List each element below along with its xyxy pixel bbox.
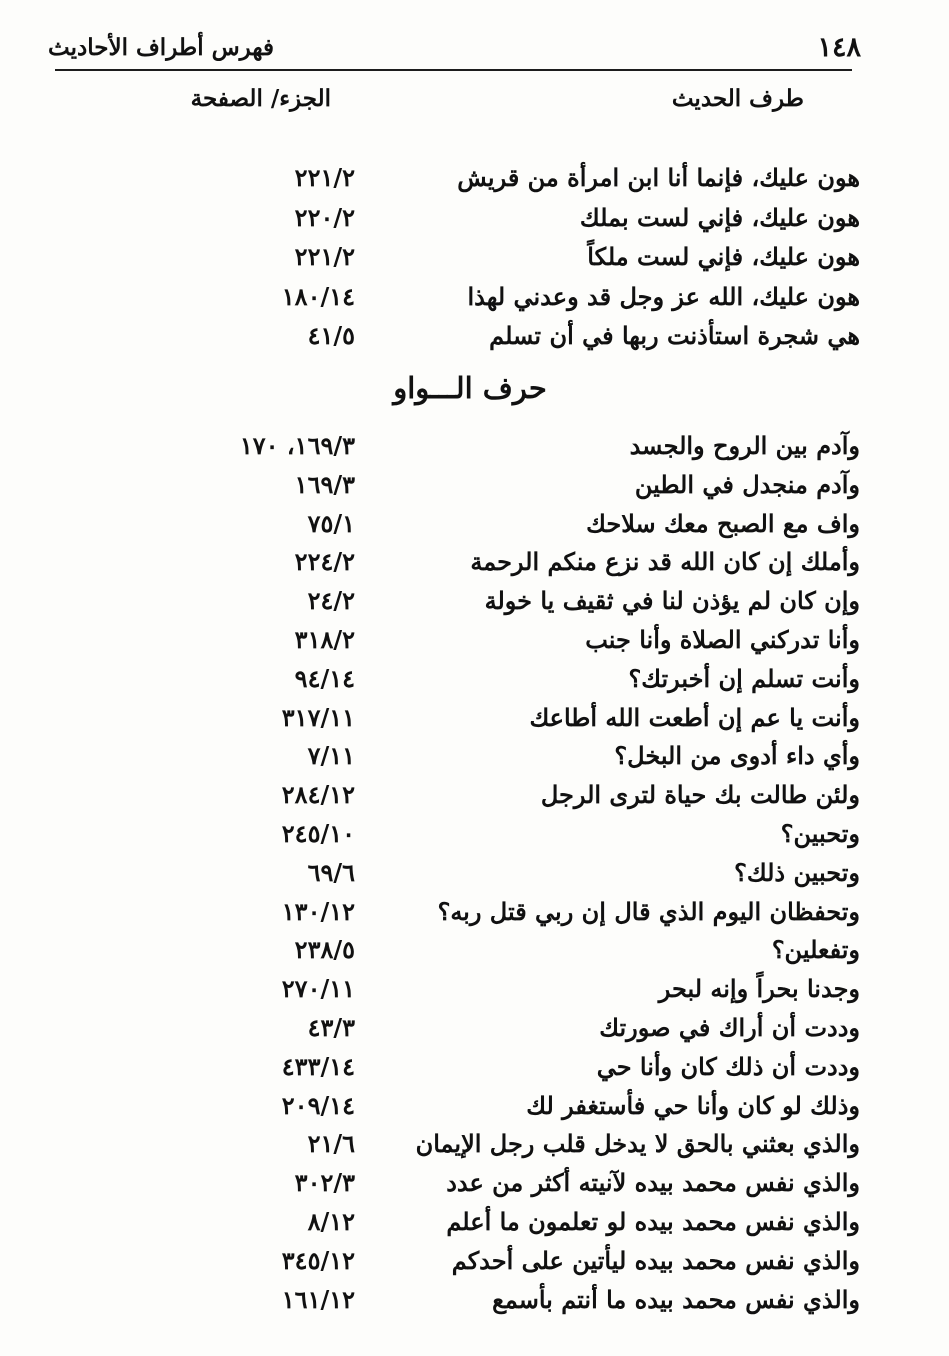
hadith-incipit: هون عليك، فإني لست ملكاً (587, 242, 860, 271)
index-entry (150, 892, 860, 931)
volume-page-reference: ١٦٩/٣ (294, 469, 355, 499)
volume-page-reference: ٦٩/٦ (307, 857, 355, 887)
hadith-incipit: وأملك إن كان الله قد نزع منكم الرحمة (470, 547, 860, 577)
section-heading-waw: حرف الـــواو (393, 371, 547, 405)
index-entry (150, 659, 860, 698)
volume-page-reference: ٤١/٥ (307, 321, 355, 350)
hadith-incipit: ولئن طالت بك حياة لترى الرجل (540, 780, 860, 810)
volume-page-reference: ٢٣٨/٥ (294, 935, 355, 965)
volume-page-reference: ٣٤٥/١٢ (281, 1245, 355, 1275)
hadith-incipit: واف مع الصبح معك سلاحك (586, 508, 860, 538)
volume-page-reference: ٢٤/٢ (307, 586, 355, 616)
hadith-incipit: وآدم منجدل في الطين (634, 469, 860, 499)
hadith-incipit: وتحبين؟ (780, 819, 860, 848)
hadith-incipit: وجدنا بحراً وإنه لبحر (658, 974, 860, 1004)
volume-page-reference: ٤٣٣/١٤ (281, 1051, 355, 1081)
index-entry (150, 198, 860, 237)
hadith-incipit: وددت أن أراك في صورتك (599, 1013, 860, 1042)
hadith-incipit: هي شجرة استأذنت ربها في أن تسلم (489, 321, 860, 350)
hadith-incipit: وذلك لو كان وأنا حي فأستغفر لك (526, 1090, 860, 1120)
index-entry (150, 1280, 860, 1319)
index-entry (150, 969, 860, 1008)
volume-page-reference: ٢٢٠/٢ (294, 202, 355, 232)
volume-page-reference: ١٨٠/١٤ (281, 281, 355, 311)
hadith-incipit: وتحبين ذلك؟ (734, 857, 860, 887)
header-rule (55, 69, 852, 71)
volume-page-reference: ٣٠٢/٣ (294, 1168, 355, 1198)
index-entry (150, 504, 860, 543)
index-entry (150, 736, 860, 775)
index-entry (150, 1086, 860, 1125)
index-entry (150, 853, 860, 892)
hadith-incipit: وتفعلين؟ (771, 935, 860, 965)
index-entry (150, 930, 860, 969)
hadith-incipit: والذي بعثني بالحق لا يدخل قلب رجل الإيمان (415, 1129, 860, 1159)
volume-page-reference: ٢٤٥/١٠ (281, 819, 355, 848)
volume-page-reference: ١٦١/١٢ (281, 1284, 355, 1314)
index-entry (150, 1241, 860, 1280)
index-entry (150, 1047, 860, 1086)
index-entry (150, 775, 860, 814)
hadith-incipit: هون عليك، فإني لست بملك (579, 202, 860, 232)
volume-page-reference: ٩٤/١٤ (294, 663, 355, 693)
hadith-incipit: هون عليك، فإنما أنا ابن امرأة من قريش (457, 163, 860, 192)
volume-page-reference: ٧٥/١ (307, 508, 355, 538)
hadith-incipit: والذي نفس محمد بيده لو تعلمون ما أعلم (446, 1207, 860, 1236)
index-entry (150, 1202, 860, 1241)
hadith-incipit: وتحفظان اليوم الذي قال إن ربي قتل ربه؟ (437, 896, 860, 926)
hadith-incipit: وأي داء أدوى من البخل؟ (614, 741, 860, 771)
volume-page-reference: ١٣٠/١٢ (281, 896, 355, 926)
volume-page-reference: ٨/١٢ (307, 1207, 355, 1236)
hadith-incipit: وددت أن ذلك كان وأنا حي (596, 1051, 860, 1081)
index-entry (150, 698, 860, 737)
volume-page-reference: ٢٢٤/٢ (294, 547, 355, 577)
volume-page-reference: ٣١٨/٢ (294, 625, 355, 654)
volume-page-reference: ٢٢١/٢ (294, 242, 355, 271)
hadith-incipit: والذي نفس محمد بيده لآنيته أكثر من عدد (446, 1168, 860, 1198)
running-head (48, 30, 861, 66)
volume-page-reference: ٧/١١ (307, 741, 355, 771)
volume-page-reference: ١٦٩/٣، ١٧٠ (239, 431, 355, 460)
index-entry (150, 426, 860, 465)
hadith-incipit: هون عليك، الله عز وجل قد وعدني لهذا (467, 281, 860, 311)
volume-page-reference: ٢١/٦ (307, 1129, 355, 1159)
volume-page-reference: ٣١٧/١١ (281, 702, 355, 732)
volume-page-reference: ٢٧٠/١١ (281, 974, 355, 1004)
index-entry (150, 814, 860, 853)
index-entry (150, 581, 860, 620)
index-entry (150, 277, 860, 316)
book-section-title: فهرس أطراف الأحاديث (48, 34, 274, 61)
hadith-incipit: وأنت يا عم إن أطعت الله أطاعك (529, 702, 860, 732)
hadith-column-header: طرف الحديث (671, 85, 804, 112)
hadith-incipit: والذي نفس محمد بيده ليأتين على أحدكم (451, 1245, 860, 1275)
index-entry (150, 237, 860, 276)
reference-column-header: الجزء/ الصفحة (190, 85, 331, 112)
index-entry (150, 1008, 860, 1047)
volume-page-reference: ٢٢١/٢ (294, 163, 355, 192)
hadith-incipit: والذي نفس محمد بيده ما أنتم بأسمع (492, 1284, 860, 1314)
hadith-incipit: وآدم بين الروح والجسد (629, 431, 860, 460)
index-entry (150, 1124, 860, 1163)
index-entry (150, 158, 860, 197)
index-entry (150, 1163, 860, 1202)
volume-page-reference: ٢٨٤/١٢ (281, 780, 355, 810)
volume-page-reference: ٢٠٩/١٤ (281, 1090, 355, 1120)
index-entry (150, 620, 860, 659)
page-number: ١٤٨ (817, 32, 861, 63)
volume-page-reference: ٤٣/٣ (307, 1013, 355, 1042)
hadith-incipit: وأنت تسلم إن أخبرتك؟ (628, 663, 860, 693)
index-entry (150, 542, 860, 581)
hadith-incipit: وإن كان لم يؤذن لنا في ثقيف يا خولة (484, 586, 860, 616)
index-entry (150, 465, 860, 504)
index-entry (150, 316, 860, 355)
hadith-incipit: وأنا تدركني الصلاة وأنا جنب (585, 625, 860, 654)
